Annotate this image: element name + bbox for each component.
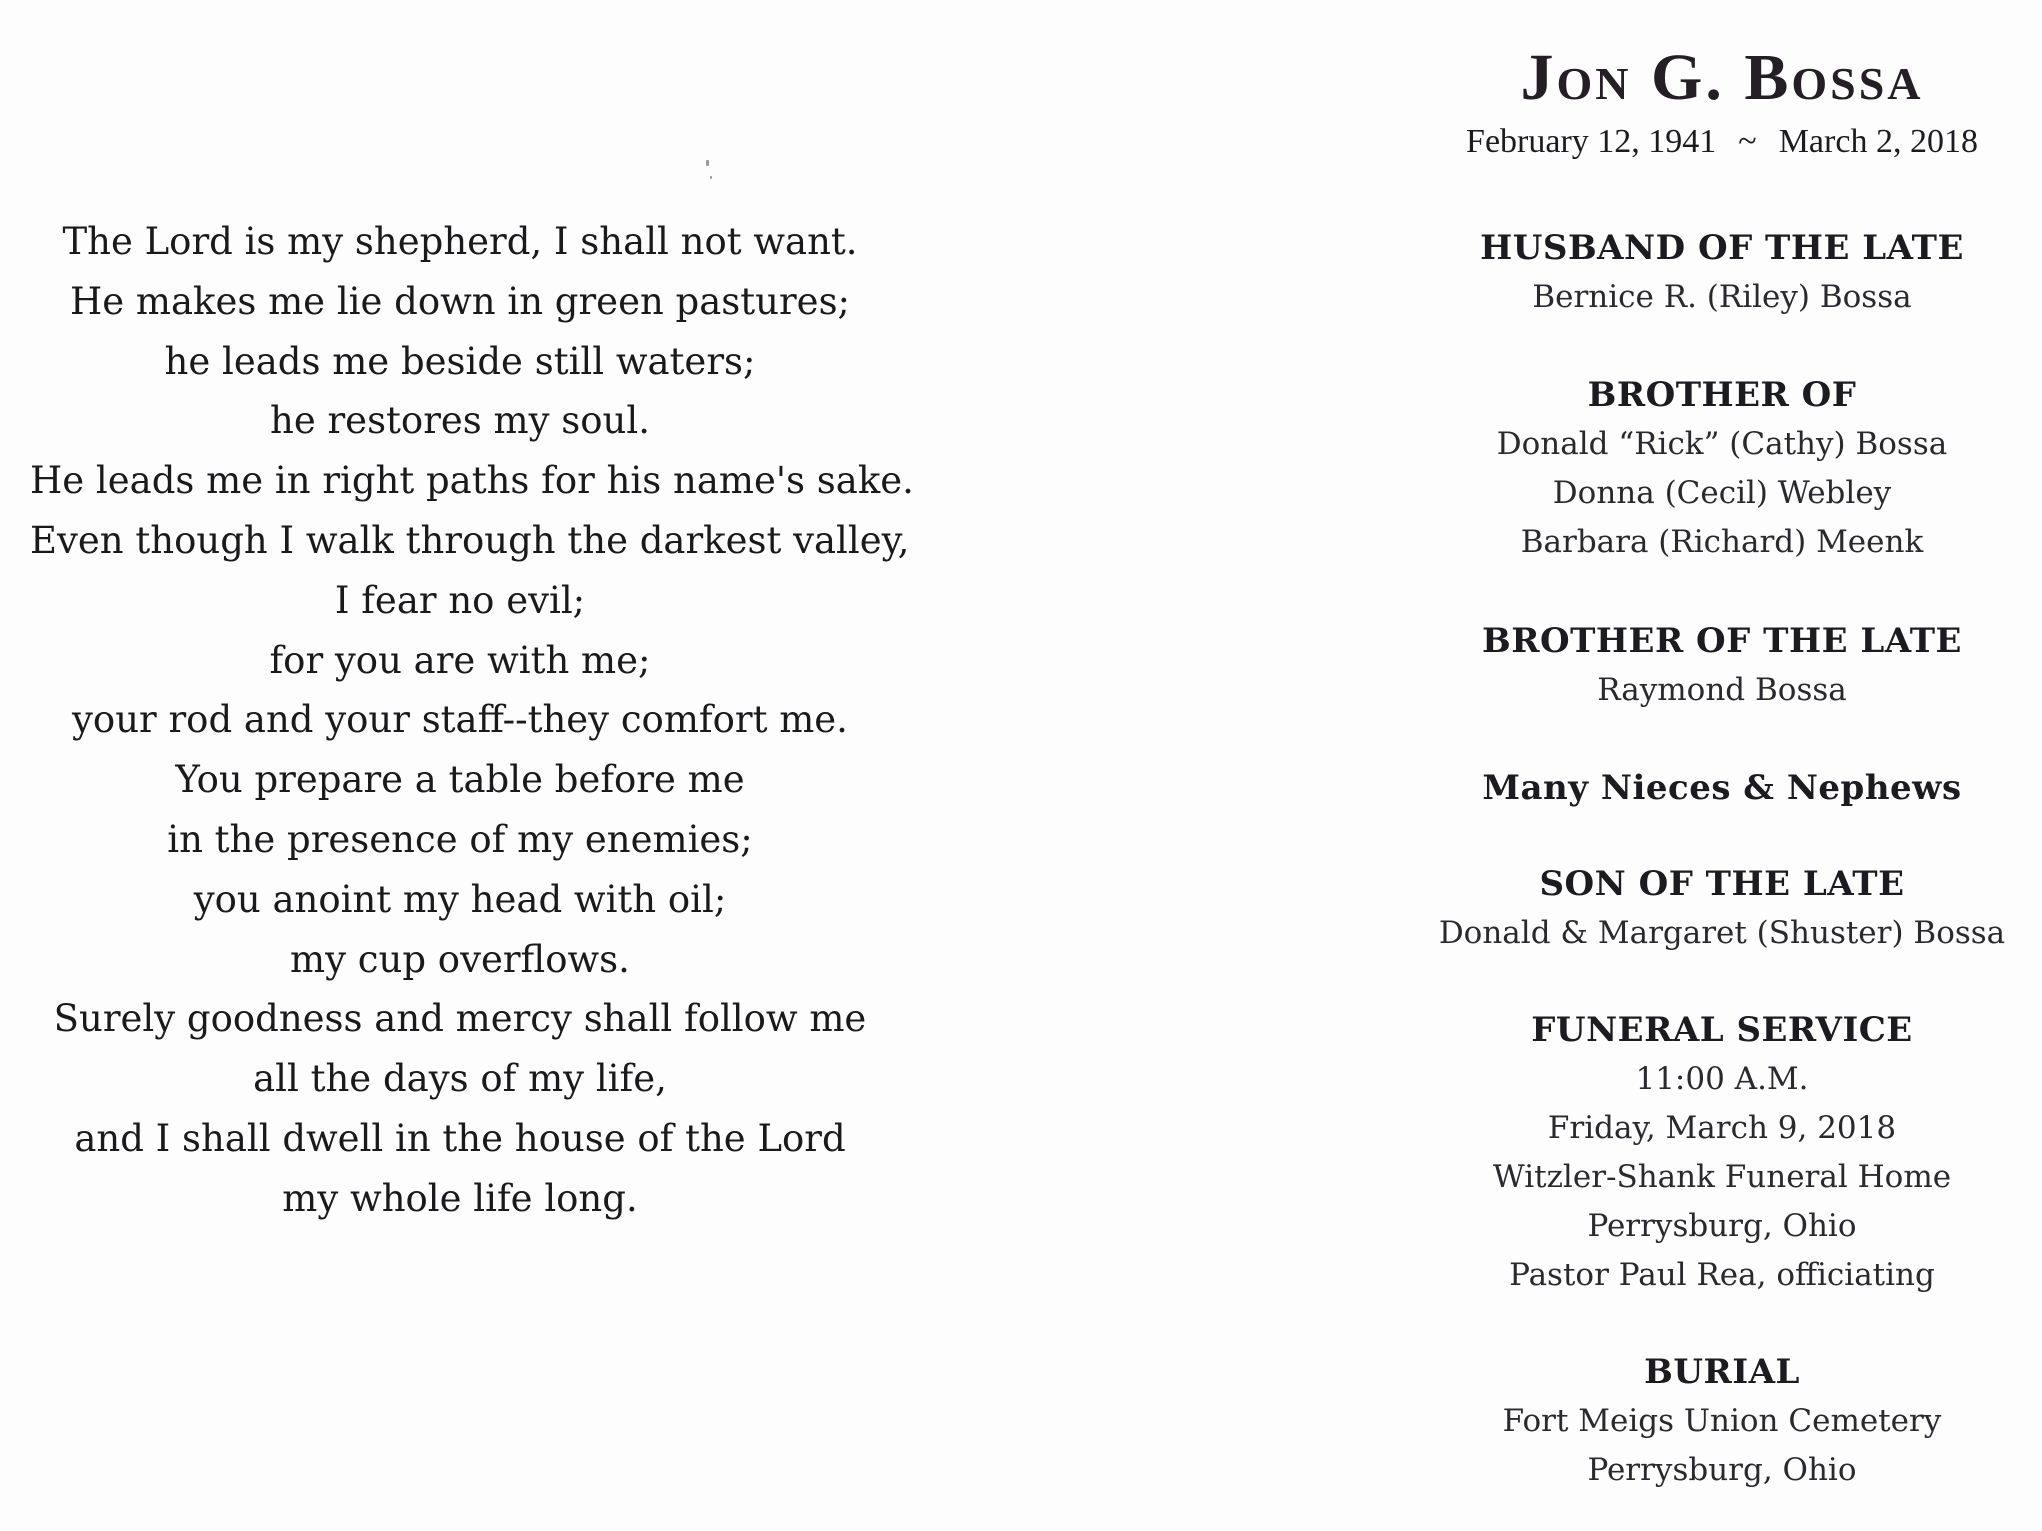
section-entry: Donna (Cecil) Webley: [1552, 475, 1892, 511]
psalm-line: You prepare a table before me: [175, 758, 745, 802]
psalm-line: he leads me beside still waters;: [164, 339, 756, 383]
section-heading: BURIAL: [1644, 1352, 1800, 1392]
birth-date: February 12, 1941: [1466, 123, 1717, 160]
section-brother-of-the-late: [1402, 616, 2042, 715]
section-heading: SON OF THE LATE: [1539, 864, 1905, 904]
section-entry: Donald “Rick” (Cathy) Bossa: [1496, 426, 1948, 462]
service-date: Friday, March 9, 2018: [1547, 1110, 1897, 1146]
section-heading: Many Nieces & Nephews: [1482, 768, 1962, 808]
psalm-line: He makes me lie down in green pastures;: [69, 279, 851, 323]
section-heading: FUNERAL SERVICE: [1531, 1010, 1913, 1050]
scan-speck: [706, 160, 709, 166]
section-heading: BROTHER OF: [1587, 375, 1857, 415]
section-brother-of: [1402, 370, 2042, 567]
date-separator: ~: [1738, 123, 1757, 160]
psalm-line: He leads me in right paths for his name's sake.: [30, 459, 914, 503]
psalm-line: The Lord is my shepherd, I shall not want.: [62, 220, 858, 263]
life-dates: [1402, 120, 2042, 164]
service-officiant: Pastor Paul Rea, officiating: [1509, 1257, 1935, 1293]
service-time: 11:00 A.M.: [1635, 1061, 1809, 1097]
section-heading: BROTHER OF THE LATE: [1482, 621, 1962, 661]
section-entry: Raymond Bossa: [1597, 672, 1847, 708]
section-entry: Bernice R. (Riley) Bossa: [1532, 279, 1912, 315]
section-funeral-service: [1402, 1005, 2042, 1300]
psalm-line: my whole life long.: [282, 1176, 638, 1220]
psalm-line: Even though I walk through the darkest valley,: [30, 518, 910, 562]
death-date: March 2, 2018: [1778, 123, 1978, 160]
section-heading: HUSBAND OF THE LATE: [1480, 228, 1964, 268]
psalm-text: [30, 212, 914, 1229]
burial-cemetery: Fort Meigs Union Cemetery: [1502, 1403, 1942, 1439]
psalm-line: my cup overflows.: [290, 937, 630, 981]
section-son-of-the-late: [1402, 859, 2042, 958]
section-burial: [1402, 1347, 2042, 1495]
psalm-line: all the days of my life,: [253, 1057, 667, 1101]
psalm-line: I fear no evil;: [334, 578, 586, 622]
section-nieces-nephews: [1402, 763, 2042, 813]
psalm-line: for you are with me;: [269, 638, 651, 682]
deceased-name: Jon G. Bossa: [1520, 41, 1924, 114]
service-location: Perrysburg, Ohio: [1587, 1208, 1857, 1244]
scan-speck: [710, 176, 712, 179]
psalm-line: your rod and your staff--they comfort me.: [72, 698, 848, 742]
section-husband-of-the-late: [1402, 223, 2042, 322]
section-entry: Donald & Margaret (Shuster) Bossa: [1438, 915, 2006, 951]
psalm-line: and I shall dwell in the house of the Lord: [74, 1116, 846, 1160]
psalm-line: he restores my soul.: [270, 399, 650, 443]
burial-location: Perrysburg, Ohio: [1587, 1452, 1857, 1488]
section-entry: Barbara (Richard) Meenk: [1520, 524, 1924, 560]
service-venue: Witzler-Shank Funeral Home: [1492, 1159, 1952, 1195]
psalm-line: Surely goodness and mercy shall follow me: [53, 997, 867, 1041]
psalm-line: in the presence of my enemies;: [167, 817, 753, 861]
psalm-line: you anoint my head with oil;: [193, 877, 727, 921]
